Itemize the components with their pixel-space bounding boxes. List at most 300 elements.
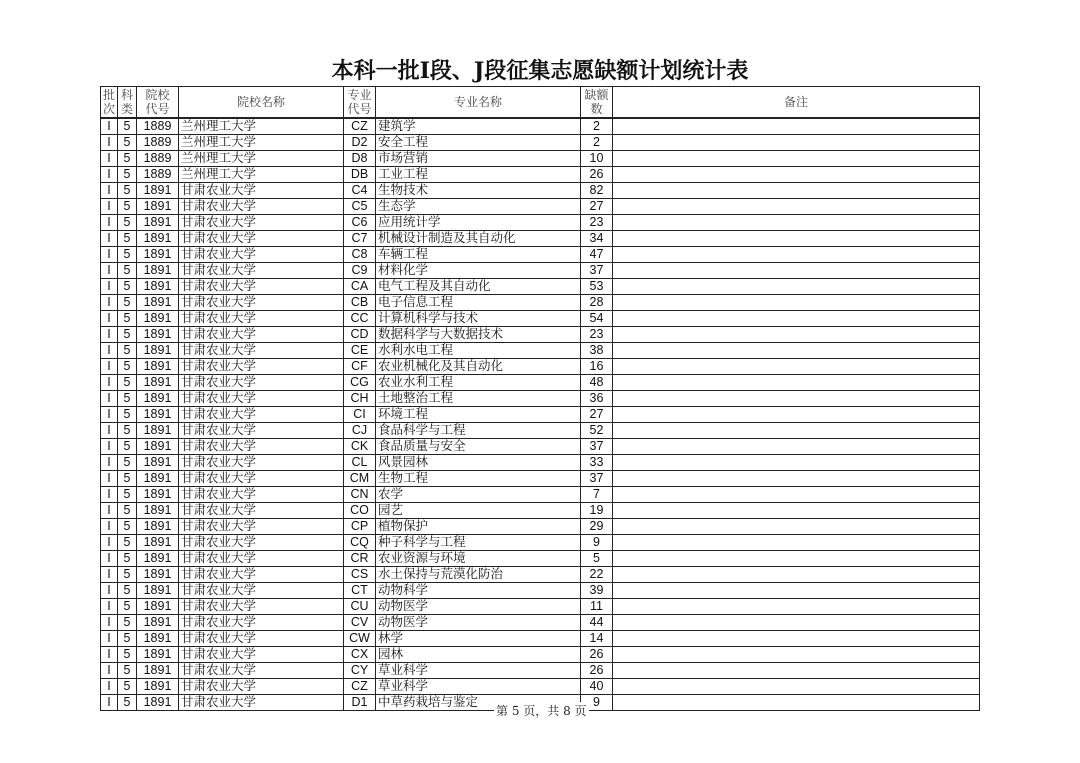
cell-school-name: 甘肃农业大学 [179, 231, 344, 247]
cell-school-name: 甘肃农业大学 [179, 503, 344, 519]
cell-school-code: 1891 [137, 535, 179, 551]
cell-major-name: 动物科学 [376, 583, 581, 599]
cell-batch: I [101, 215, 118, 231]
cell-school-name: 甘肃农业大学 [179, 407, 344, 423]
cell-remarks [613, 407, 980, 423]
cell-school-code: 1891 [137, 279, 179, 295]
table-row [101, 327, 980, 343]
table-row [101, 183, 980, 199]
table-row [101, 391, 980, 407]
cell-batch: I [101, 343, 118, 359]
table-row [101, 295, 980, 311]
cell-major-code: CC [344, 311, 376, 327]
cell-batch: I [101, 567, 118, 583]
cell-remarks [613, 599, 980, 615]
cell-category: 5 [118, 151, 137, 167]
cell-major-name: 工业工程 [376, 167, 581, 183]
table-row [101, 551, 980, 567]
cell-school-name: 甘肃农业大学 [179, 519, 344, 535]
cell-vacancy: 23 [581, 215, 613, 231]
cell-school-code: 1891 [137, 455, 179, 471]
cell-vacancy: 5 [581, 551, 613, 567]
table-row [101, 599, 980, 615]
cell-vacancy: 38 [581, 343, 613, 359]
cell-school-name: 甘肃农业大学 [179, 439, 344, 455]
cell-category: 5 [118, 455, 137, 471]
cell-major-code: CP [344, 519, 376, 535]
cell-remarks [613, 215, 980, 231]
cell-remarks [613, 439, 980, 455]
cell-remarks [613, 679, 980, 695]
cell-vacancy: 33 [581, 455, 613, 471]
cell-major-code: D8 [344, 151, 376, 167]
cell-vacancy: 53 [581, 279, 613, 295]
cell-school-code: 1891 [137, 663, 179, 679]
cell-category: 5 [118, 583, 137, 599]
table-row [101, 679, 980, 695]
cell-category: 5 [118, 375, 137, 391]
cell-school-code: 1889 [137, 135, 179, 151]
cell-vacancy: 27 [581, 407, 613, 423]
cell-school-name: 甘肃农业大学 [179, 583, 344, 599]
cell-remarks [613, 551, 980, 567]
cell-school-code: 1891 [137, 375, 179, 391]
cell-remarks [613, 279, 980, 295]
cell-school-name: 甘肃农业大学 [179, 263, 344, 279]
cell-remarks [613, 118, 980, 135]
cell-major-name: 林学 [376, 631, 581, 647]
cell-school-name: 甘肃农业大学 [179, 423, 344, 439]
cell-major-name: 农业水利工程 [376, 375, 581, 391]
cell-school-code: 1891 [137, 551, 179, 567]
cell-category: 5 [118, 647, 137, 663]
cell-major-name: 中草药栽培与鉴定 [376, 695, 581, 711]
cell-batch: I [101, 118, 118, 135]
cell-vacancy: 26 [581, 647, 613, 663]
cell-major-code: C8 [344, 247, 376, 263]
cell-vacancy: 27 [581, 199, 613, 215]
cell-major-name: 生态学 [376, 199, 581, 215]
cell-major-name: 生物工程 [376, 471, 581, 487]
cell-major-name: 水土保持与荒漠化防治 [376, 567, 581, 583]
cell-school-name: 甘肃农业大学 [179, 295, 344, 311]
cell-major-code: CU [344, 599, 376, 615]
cell-school-code: 1891 [137, 311, 179, 327]
cell-school-code: 1889 [137, 151, 179, 167]
cell-vacancy: 2 [581, 135, 613, 151]
header-batch: 批次 [101, 87, 118, 119]
cell-school-name: 甘肃农业大学 [179, 247, 344, 263]
cell-batch: I [101, 199, 118, 215]
cell-vacancy: 36 [581, 391, 613, 407]
cell-batch: I [101, 183, 118, 199]
cell-batch: I [101, 535, 118, 551]
cell-category: 5 [118, 535, 137, 551]
cell-school-code: 1891 [137, 359, 179, 375]
cell-major-name: 计算机科学与技术 [376, 311, 581, 327]
cell-school-name: 甘肃农业大学 [179, 567, 344, 583]
cell-major-name: 食品科学与工程 [376, 423, 581, 439]
cell-school-code: 1891 [137, 695, 179, 711]
cell-major-code: CE [344, 343, 376, 359]
cell-major-name: 风景园林 [376, 455, 581, 471]
cell-vacancy: 11 [581, 599, 613, 615]
cell-major-name: 机械设计制造及其自动化 [376, 231, 581, 247]
cell-batch: I [101, 631, 118, 647]
cell-vacancy: 16 [581, 359, 613, 375]
cell-major-code: CF [344, 359, 376, 375]
cell-vacancy: 52 [581, 423, 613, 439]
cell-major-name: 建筑学 [376, 118, 581, 135]
table-row [101, 567, 980, 583]
cell-major-name: 植物保护 [376, 519, 581, 535]
cell-major-code: D2 [344, 135, 376, 151]
cell-remarks [613, 311, 980, 327]
cell-vacancy: 40 [581, 679, 613, 695]
cell-major-name: 安全工程 [376, 135, 581, 151]
cell-school-code: 1891 [137, 327, 179, 343]
cell-remarks [613, 263, 980, 279]
table-header-row [101, 87, 980, 119]
cell-category: 5 [118, 439, 137, 455]
cell-major-name: 环境工程 [376, 407, 581, 423]
page-title: 本科一批I段、J段征集志愿缺额计划统计表 [331, 58, 749, 84]
cell-school-name: 甘肃农业大学 [179, 279, 344, 295]
cell-batch: I [101, 503, 118, 519]
cell-school-name: 甘肃农业大学 [179, 551, 344, 567]
cell-major-name: 电子信息工程 [376, 295, 581, 311]
cell-remarks [613, 295, 980, 311]
table-row [101, 167, 980, 183]
cell-school-name: 甘肃农业大学 [179, 391, 344, 407]
table-row [101, 615, 980, 631]
cell-vacancy: 2 [581, 118, 613, 135]
cell-school-code: 1891 [137, 631, 179, 647]
table-row [101, 647, 980, 663]
table-row [101, 487, 980, 503]
cell-school-code: 1891 [137, 183, 179, 199]
cell-category: 5 [118, 391, 137, 407]
cell-batch: I [101, 615, 118, 631]
cell-major-code: C6 [344, 215, 376, 231]
table-row [101, 663, 980, 679]
table-row [101, 118, 980, 135]
cell-school-name: 甘肃农业大学 [179, 343, 344, 359]
table-row [101, 263, 980, 279]
cell-major-code: C4 [344, 183, 376, 199]
cell-batch: I [101, 583, 118, 599]
cell-batch: I [101, 295, 118, 311]
cell-major-code: CR [344, 551, 376, 567]
cell-major-code: CX [344, 647, 376, 663]
cell-category: 5 [118, 215, 137, 231]
cell-category: 5 [118, 471, 137, 487]
cell-remarks [613, 583, 980, 599]
cell-category: 5 [118, 199, 137, 215]
table-row [101, 375, 980, 391]
cell-category: 5 [118, 503, 137, 519]
cell-school-name: 甘肃农业大学 [179, 695, 344, 711]
cell-major-name: 材料化学 [376, 263, 581, 279]
table-row [101, 455, 980, 471]
cell-major-name: 草业科学 [376, 679, 581, 695]
cell-major-code: CN [344, 487, 376, 503]
cell-major-name: 生物技术 [376, 183, 581, 199]
cell-batch: I [101, 375, 118, 391]
cell-category: 5 [118, 567, 137, 583]
cell-batch: I [101, 359, 118, 375]
cell-category: 5 [118, 663, 137, 679]
cell-category: 5 [118, 183, 137, 199]
cell-remarks [613, 247, 980, 263]
cell-remarks [613, 359, 980, 375]
cell-category: 5 [118, 118, 137, 135]
cell-vacancy: 47 [581, 247, 613, 263]
cell-category: 5 [118, 135, 137, 151]
cell-major-name: 种子科学与工程 [376, 535, 581, 551]
cell-category: 5 [118, 615, 137, 631]
cell-school-code: 1891 [137, 231, 179, 247]
cell-vacancy: 10 [581, 151, 613, 167]
cell-vacancy: 26 [581, 167, 613, 183]
cell-school-code: 1891 [137, 407, 179, 423]
table-row [101, 519, 980, 535]
cell-major-name: 动物医学 [376, 599, 581, 615]
cell-major-code: CS [344, 567, 376, 583]
cell-remarks [613, 391, 980, 407]
cell-category: 5 [118, 695, 137, 711]
cell-school-code: 1891 [137, 519, 179, 535]
cell-batch: I [101, 167, 118, 183]
cell-batch: I [101, 695, 118, 711]
cell-school-name: 甘肃农业大学 [179, 599, 344, 615]
cell-school-name: 甘肃农业大学 [179, 455, 344, 471]
cell-batch: I [101, 231, 118, 247]
cell-batch: I [101, 455, 118, 471]
cell-batch: I [101, 599, 118, 615]
cell-major-name: 农学 [376, 487, 581, 503]
cell-remarks [613, 375, 980, 391]
cell-major-code: CQ [344, 535, 376, 551]
cell-remarks [613, 327, 980, 343]
cell-remarks [613, 423, 980, 439]
cell-major-code: C7 [344, 231, 376, 247]
vacancy-table [100, 86, 980, 711]
cell-major-name: 水利水电工程 [376, 343, 581, 359]
cell-category: 5 [118, 679, 137, 695]
cell-vacancy: 22 [581, 567, 613, 583]
cell-major-code: CY [344, 663, 376, 679]
cell-school-code: 1891 [137, 567, 179, 583]
cell-school-name: 甘肃农业大学 [179, 679, 344, 695]
cell-batch: I [101, 439, 118, 455]
table-row [101, 471, 980, 487]
cell-major-code: CB [344, 295, 376, 311]
cell-school-name: 兰州理工大学 [179, 167, 344, 183]
cell-major-code: CZ [344, 118, 376, 135]
cell-school-name: 甘肃农业大学 [179, 375, 344, 391]
cell-major-name: 数据科学与大数据技术 [376, 327, 581, 343]
cell-major-name: 园林 [376, 647, 581, 663]
cell-vacancy: 9 [581, 535, 613, 551]
cell-major-code: CW [344, 631, 376, 647]
page-number: 第 5 页，共 8 页 [496, 704, 587, 718]
cell-major-code: D1 [344, 695, 376, 711]
cell-category: 5 [118, 551, 137, 567]
cell-batch: I [101, 151, 118, 167]
cell-remarks [613, 167, 980, 183]
cell-batch: I [101, 551, 118, 567]
cell-school-name: 兰州理工大学 [179, 151, 344, 167]
cell-major-code: CV [344, 615, 376, 631]
cell-batch: I [101, 327, 118, 343]
cell-batch: I [101, 663, 118, 679]
header-major-name: 专业名称 [376, 87, 581, 119]
cell-vacancy: 9 [581, 695, 613, 711]
cell-remarks [613, 231, 980, 247]
cell-category: 5 [118, 423, 137, 439]
cell-batch: I [101, 391, 118, 407]
cell-major-name: 电气工程及其自动化 [376, 279, 581, 295]
cell-school-name: 甘肃农业大学 [179, 663, 344, 679]
header-category: 科类 [118, 87, 137, 119]
cell-category: 5 [118, 359, 137, 375]
cell-major-code: CD [344, 327, 376, 343]
cell-school-name: 甘肃农业大学 [179, 615, 344, 631]
cell-vacancy: 37 [581, 263, 613, 279]
table-row [101, 135, 980, 151]
cell-batch: I [101, 311, 118, 327]
table-row [101, 439, 980, 455]
cell-major-code: C9 [344, 263, 376, 279]
cell-school-name: 甘肃农业大学 [179, 215, 344, 231]
cell-school-code: 1891 [137, 647, 179, 663]
cell-batch: I [101, 263, 118, 279]
cell-category: 5 [118, 231, 137, 247]
cell-vacancy: 44 [581, 615, 613, 631]
cell-remarks [613, 567, 980, 583]
cell-school-code: 1891 [137, 199, 179, 215]
table-row [101, 247, 980, 263]
header-major-code: 专业代号 [344, 87, 376, 119]
cell-major-name: 应用统计学 [376, 215, 581, 231]
cell-category: 5 [118, 167, 137, 183]
cell-major-code: CJ [344, 423, 376, 439]
table-row [101, 199, 980, 215]
table-row [101, 231, 980, 247]
cell-school-code: 1889 [137, 167, 179, 183]
cell-category: 5 [118, 263, 137, 279]
cell-remarks [613, 503, 980, 519]
cell-remarks [613, 535, 980, 551]
cell-major-name: 草业科学 [376, 663, 581, 679]
cell-major-name: 农业机械化及其自动化 [376, 359, 581, 375]
cell-major-code: DB [344, 167, 376, 183]
header-school-name: 院校名称 [179, 87, 344, 119]
cell-school-code: 1891 [137, 487, 179, 503]
cell-remarks [613, 183, 980, 199]
table-row [101, 423, 980, 439]
cell-major-name: 食品质量与安全 [376, 439, 581, 455]
cell-major-code: CO [344, 503, 376, 519]
cell-category: 5 [118, 407, 137, 423]
cell-batch: I [101, 519, 118, 535]
cell-category: 5 [118, 279, 137, 295]
table-row [101, 215, 980, 231]
cell-major-code: CA [344, 279, 376, 295]
cell-batch: I [101, 135, 118, 151]
cell-school-code: 1891 [137, 247, 179, 263]
cell-remarks [613, 151, 980, 167]
cell-school-code: 1891 [137, 503, 179, 519]
cell-vacancy: 82 [581, 183, 613, 199]
cell-category: 5 [118, 295, 137, 311]
cell-school-name: 甘肃农业大学 [179, 631, 344, 647]
header-vacancy: 缺额数 [581, 87, 613, 119]
cell-school-name: 兰州理工大学 [179, 135, 344, 151]
cell-remarks [613, 695, 980, 711]
cell-vacancy: 48 [581, 375, 613, 391]
cell-major-code: CK [344, 439, 376, 455]
cell-vacancy: 23 [581, 327, 613, 343]
cell-remarks [613, 519, 980, 535]
cell-vacancy: 37 [581, 439, 613, 455]
cell-batch: I [101, 471, 118, 487]
cell-vacancy: 39 [581, 583, 613, 599]
cell-major-code: CG [344, 375, 376, 391]
cell-school-name: 甘肃农业大学 [179, 199, 344, 215]
cell-category: 5 [118, 247, 137, 263]
cell-school-code: 1891 [137, 343, 179, 359]
cell-school-code: 1891 [137, 263, 179, 279]
cell-batch: I [101, 247, 118, 263]
cell-major-name: 农业资源与环境 [376, 551, 581, 567]
cell-major-code: CL [344, 455, 376, 471]
cell-remarks [613, 615, 980, 631]
table-row [101, 631, 980, 647]
cell-school-name: 甘肃农业大学 [179, 535, 344, 551]
header-school-code: 院校代号 [137, 87, 179, 119]
cell-school-name: 甘肃农业大学 [179, 471, 344, 487]
cell-vacancy: 19 [581, 503, 613, 519]
cell-school-code: 1891 [137, 583, 179, 599]
cell-remarks [613, 199, 980, 215]
cell-school-code: 1891 [137, 679, 179, 695]
cell-remarks [613, 487, 980, 503]
cell-school-code: 1891 [137, 615, 179, 631]
cell-category: 5 [118, 327, 137, 343]
cell-remarks [613, 471, 980, 487]
header-remarks: 备注 [613, 87, 980, 119]
cell-school-name: 甘肃农业大学 [179, 311, 344, 327]
table-row [101, 503, 980, 519]
cell-major-code: C5 [344, 199, 376, 215]
cell-school-name: 兰州理工大学 [179, 118, 344, 135]
table-row [101, 583, 980, 599]
cell-remarks [613, 455, 980, 471]
cell-vacancy: 28 [581, 295, 613, 311]
cell-remarks [613, 135, 980, 151]
cell-category: 5 [118, 487, 137, 503]
cell-major-code: CZ [344, 679, 376, 695]
cell-school-code: 1891 [137, 295, 179, 311]
cell-school-code: 1891 [137, 471, 179, 487]
cell-batch: I [101, 679, 118, 695]
cell-school-code: 1891 [137, 599, 179, 615]
cell-major-code: CT [344, 583, 376, 599]
cell-major-name: 动物医学 [376, 615, 581, 631]
cell-vacancy: 26 [581, 663, 613, 679]
